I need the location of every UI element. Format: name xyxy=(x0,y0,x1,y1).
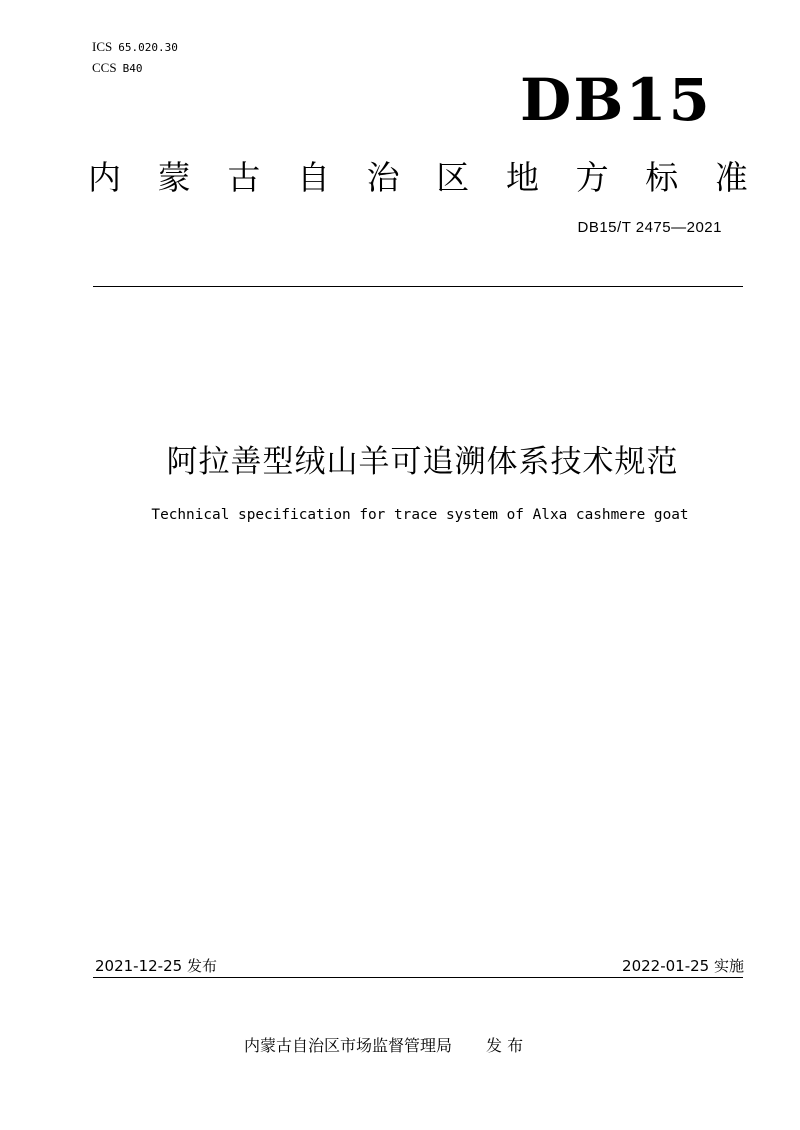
standard-type-char: 方 xyxy=(575,157,609,197)
standard-type-char: 准 xyxy=(714,157,748,197)
issuer-name: 内蒙古自治区市场监督管理局 xyxy=(244,1036,453,1055)
standard-type-char: 内 xyxy=(88,157,121,197)
issuing-authority xyxy=(244,1033,523,1056)
issue-date: 2021-12-25 发布 xyxy=(95,957,217,975)
standard-type-char: 地 xyxy=(505,157,539,197)
standard-logo: DB15 xyxy=(520,66,712,134)
standard-type-char: 标 xyxy=(645,157,679,197)
ccs-value: B40 xyxy=(122,62,143,75)
document-title-english: Technical specification for trace system of Alxa cashmere goat xyxy=(151,507,689,523)
document-title-chinese: 阿拉善型绒山羊可追溯体系技术规范 xyxy=(166,444,679,480)
standard-type-char: 区 xyxy=(436,157,470,197)
standard-type-char: 古 xyxy=(227,157,261,197)
standard-type-char: 自 xyxy=(296,157,330,197)
standard-number: DB15/T 2475—2021 xyxy=(577,219,722,236)
footer-divider xyxy=(93,977,743,978)
standard-type-heading xyxy=(88,152,748,198)
header-divider xyxy=(93,286,743,287)
ics-label: ICS xyxy=(92,39,113,54)
implementation-date: 2022-01-25 实施 xyxy=(622,957,744,975)
standard-type-char: 蒙 xyxy=(157,157,191,197)
ccs-label: CCS xyxy=(92,60,117,75)
issue-word: 发 布 xyxy=(486,1036,524,1055)
ics-code xyxy=(92,40,178,55)
standard-type-char: 治 xyxy=(366,157,400,197)
ccs-code xyxy=(92,61,142,76)
ics-value: 65.020.30 xyxy=(118,41,178,54)
